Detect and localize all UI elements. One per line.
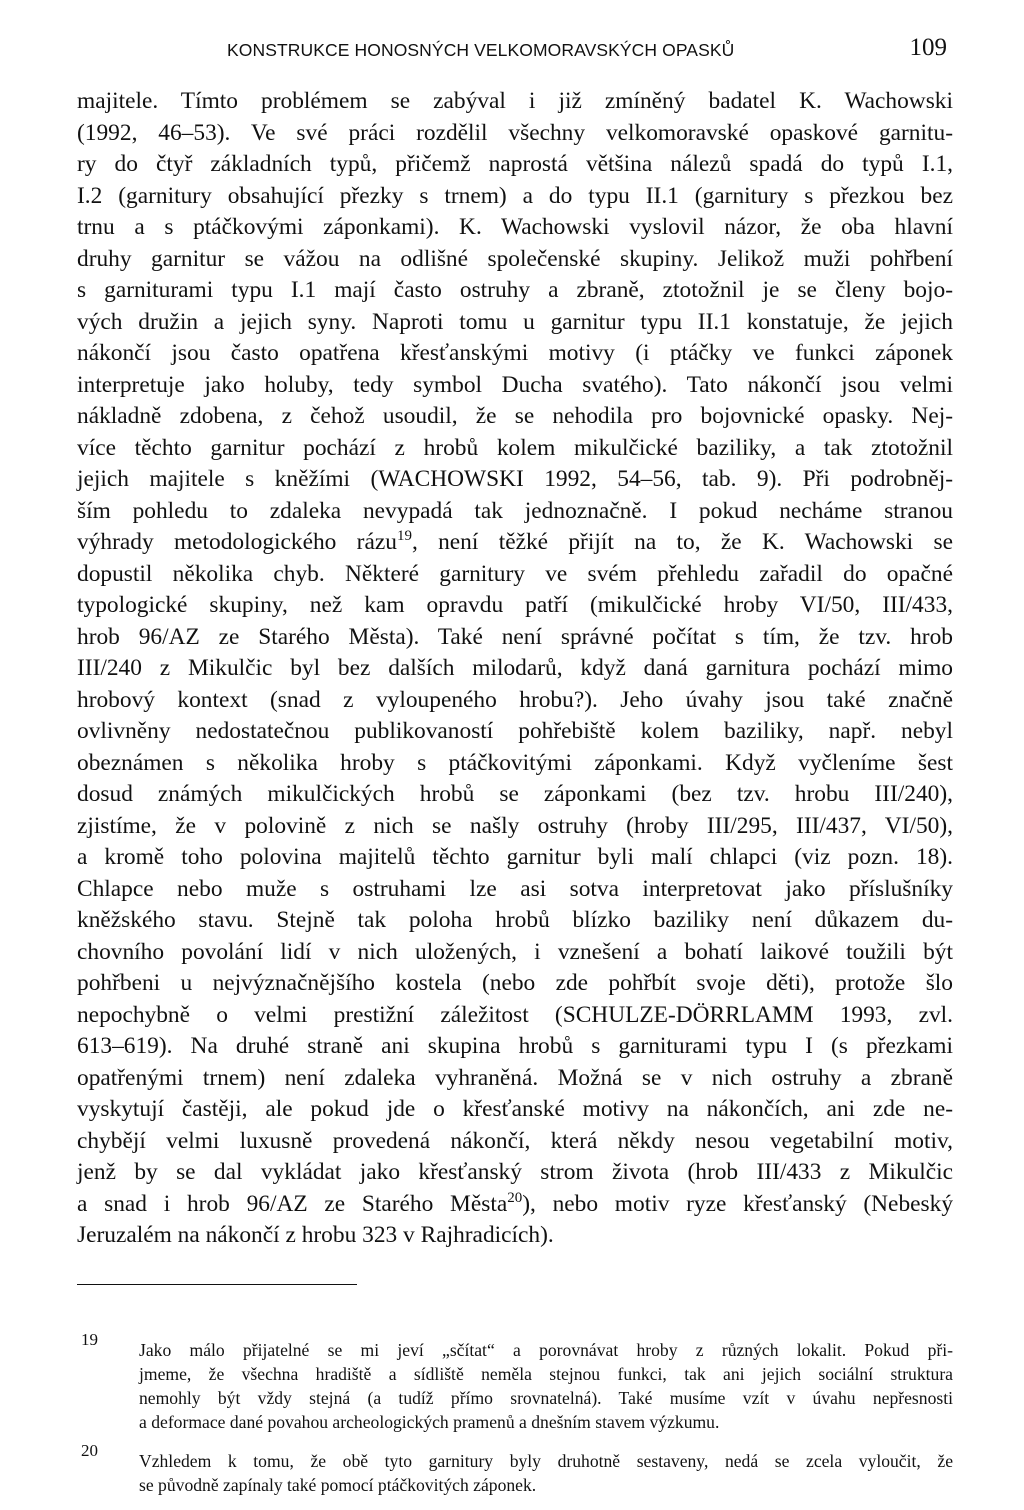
text-segment: a snad i hrob 96/AZ ze Starého Města (77, 1190, 508, 1217)
text-line: s garniturami typu I.1 mají často ostruhy a zbraně, ztotožnil je se členy bojo- (77, 277, 953, 303)
text-line: chybějí velmi luxusně provedená nákončí, která někdy nesou vegetabilní motiv, (77, 1127, 953, 1154)
text-line: hrob 96/AZ ze Starého Města). Také není správné počítat s tím, že tzv. hrob (77, 623, 953, 650)
text-line: ry do čtyř základních typů, přičemž naprostá většina nálezů spadá do typů I.1, (77, 151, 953, 177)
text-line: dosud známých mikulčických hrobů se záponkami (bez tzv. hrobu III/240), (77, 781, 953, 807)
text-line: jejich majitele s kněžími (WACHOWSKI 1992, 54–56, tab. 9). Při podrobněj- (77, 466, 953, 492)
footnote-ref-20[interactable]: 20 (507, 1189, 523, 1206)
text-line: I.2 (garnitury obsahující přezky s trnem) a do typu II.1 (garnitury s přezkou bez (77, 182, 953, 209)
text-line: vyskytují častěji, ale pokud jde o křesťanské motivy na nákončích, ani zde ne- (77, 1096, 953, 1122)
footnote-text (139, 1338, 953, 1434)
text-line: obeznámen s několika hroby s ptáčkovitými záponkami. Když vyčleníme šest (77, 749, 953, 776)
text-line: hrobový kontext (snad z vyloupeného hrobu?). Jeho úvahy jsou také značně (77, 686, 953, 713)
text-line: kněžského stavu. Stejně tak poloha hrobů blízko baziliky není důkazem du- (77, 907, 953, 933)
text-segment: , není těžké přijít na to, že K. Wachowski se (411, 529, 953, 555)
footnote-line: a deformace dané povahou archeologických pramenů a dnešním stavem výzkumu. (139, 1412, 720, 1432)
text-line: trnu a s ptáčkovými záponkami). K. Wachowski vyslovil názor, že oba hlavní (77, 214, 953, 240)
text-line-with-footnote-ref (77, 1189, 953, 1221)
footnote-number: 19 (81, 1330, 98, 1349)
text-line: nákladně zdobena, z čehož usoudil, že se nehodila pro bojovnické opasky. Nej- (77, 403, 953, 429)
footnote-line: jmeme, že všechna hradiště a sídliště neměla stejnou funkci, tak ani jejich sociální struktura (139, 1364, 953, 1384)
text-line: Jeruzalém na nákončí z hrobu 323 v Rajhradicích). (77, 1222, 554, 1248)
text-line: pohřbeni u nejvýznačnějšího kostela (nebo zde pohřbít svoje děti), protože šlo (77, 970, 953, 996)
text-line: Chlapce nebo muže s ostruhami lze asi sotva interpretovat jako příslušníky (77, 875, 953, 902)
text-line: a kromě toho polovina majitelů těchto garnitur byli malí chlapci (viz pozn. 18). (77, 844, 953, 870)
footnote-divider (77, 1284, 357, 1285)
page-number: 109 (909, 34, 947, 61)
running-title: KONSTRUKCE HONOSNÝCH VELKOMORAVSKÝCH OPASKŮ (227, 40, 735, 60)
text-line-with-footnote-ref (77, 527, 953, 559)
footnote-number: 20 (81, 1441, 98, 1460)
text-line: ovlivněny nedostatečnou publikovaností pohřebiště kolem baziliky, např. nebyl (77, 718, 953, 744)
text-line: druhy garnitur se vážou na odlišné společenské skupiny. Jelikož muži pohřbení (77, 245, 953, 272)
text-line: jenž by se dal vykládat jako křesťanský strom života (hrob III/433 z Mikulčic (77, 1159, 953, 1185)
text-line: opatřenými trnem) není zdaleka vyhraněná. Možná se v nich ostruhy a zbraně (77, 1064, 953, 1091)
footnote-line: Vzhledem k tomu, že obě tyto garnitury byly druhotně sestaveny, nedá se zcela vyloučit, že (139, 1451, 953, 1471)
text-line: zjistíme, že v polovině z nich se našly ostruhy (hroby III/295, III/437, VI/50), (77, 812, 953, 839)
footnote-line: Jako málo přijatelné se mi jeví „sčítat“ a porovnávat hroby z různých lokalit. Pokud při- (139, 1340, 953, 1360)
running-head (77, 34, 953, 74)
main-text (77, 86, 953, 1252)
text-line: (1992, 46–53). Ve své práci rozdělil všechny velkomoravské opaskové garnitu- (77, 119, 953, 146)
text-segment: výhrady metodologického rázu (77, 529, 397, 555)
text-line: ším pohledu to zdaleka nevypadá tak jednoznačně. I pokud necháme stranou (77, 497, 953, 524)
text-line: nákončí jsou často opatřena křesťanskými motivy (i ptáčky ve funkci záponek (77, 340, 953, 366)
text-line: III/240 z Mikulčic byl bez dalších milodarů, když daná garnitura pochází mimo (77, 655, 953, 681)
footnote-line: se původně zapínaly také pomocí ptáčkovitých záponek. (139, 1475, 537, 1495)
text-segment: ), nebo motiv ryze křesťanský (Nebeský (522, 1190, 954, 1217)
text-line: chovního povolání lidí v nich uložených, i vznešení a bohatí laikové toužili být (77, 938, 953, 965)
text-line: interpretuje jako holuby, tedy symbol Ducha svatého). Tato nákončí jsou velmi (77, 371, 953, 398)
footnote-line: nemohly být vždy stejná (a tudíž přímo srovnatelná). Také musíme vzít v úvahu nepřesnosti (139, 1388, 953, 1408)
text-line: 613–619). Na druhé straně ani skupina hrobů s garniturami typu I (s přezkami (77, 1033, 953, 1059)
text-line: nepochybně o velmi prestižní záležitost (SCHULZE-DÖRRLAMM 1993, zvl. (77, 1001, 953, 1028)
text-line: majitele. Tímto problémem se zabýval i již zmíněný badatel K. Wachowski (77, 88, 953, 114)
text-line: dopustil několika chyb. Některé garnitury ve svém přehledu zařadil do opačné (77, 560, 953, 587)
text-line: vých družin a jejich syny. Naproti tomu u garnitur typu II.1 konstatuje, že jejich (77, 308, 953, 335)
footnote-ref-19[interactable]: 19 (396, 528, 412, 544)
text-line: typologické skupiny, než kam opravdu patří (mikulčické hroby VI/50, III/433, (77, 592, 953, 618)
text-line: více těchto garnitur pochází z hrobů kolem mikulčické baziliky, a tak ztotožnil (77, 434, 953, 461)
footnote-text (139, 1449, 953, 1497)
